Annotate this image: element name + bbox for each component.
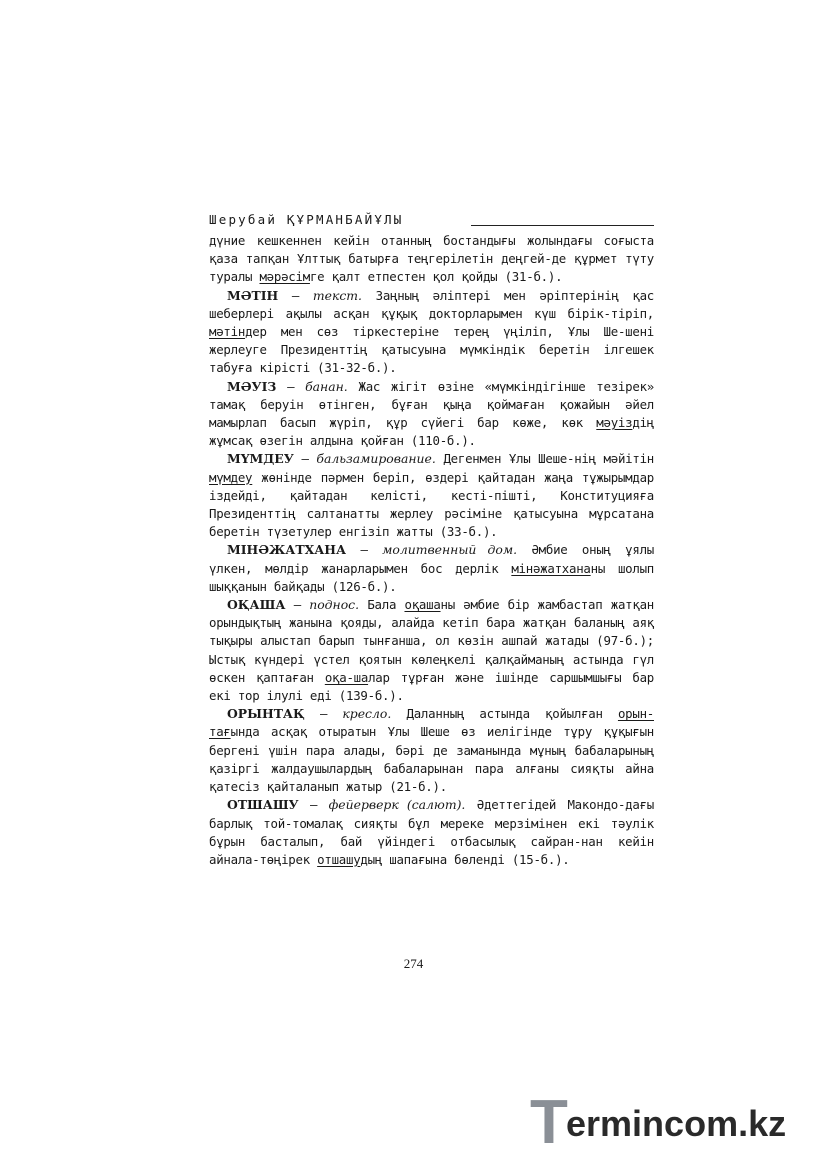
text: ны әмбие бір жамбастап жатқан орындықтың жанына қояды, алайда кетіп бара жатқан баланың аяқ тықыры алыстап барып тынғанша, ол көзін ашпай жатады (97-б.); Ыстық күндері үстел қоятын көлеңкелі қалқайманың астында гүл өскен қаптаған [209,597,654,685]
headword: МҮМДЕУ [227,451,294,467]
translation: молитвенный дом. [382,542,518,558]
headword: ОТШАШУ [227,797,299,813]
header-rule [471,225,654,226]
headword: ОРЫНТАҚ [227,706,305,722]
translation: фейерверк (салют). [328,797,466,813]
entry-minazhatkhana [209,541,654,596]
translation: текст. [312,287,362,303]
text: жөнінде пәрмен беріп, өздері қайтадан жаңа тұжырымдар іздейді, қайтадан келісті, кесті-пішті, Конституцияға Президенттің салтанатты жерлеу рәсіміне қатысуына мұрсатана беретін түзетулер енгізіп жатты (33-б.). [209,469,654,540]
text: Дегенмен Ұлы Шеше-нің мәйітін [435,451,654,467]
entry-mumdeu [209,450,654,541]
logo-text-part: erminc [566,1103,685,1144]
dash: – [276,378,306,394]
entry-otshashu [209,796,654,869]
text: дің жұмсақ өзегін алдына қойған (110-б.). [209,415,654,449]
text: лар тұрған және ішінде саршымшығы бар екі тор ілулі еді (139-б.). [209,669,654,704]
underlined-term: оқаша [404,597,441,613]
underlined-term: мүмдеу [209,469,253,485]
text: Бала [359,597,405,613]
underlined-term: мінәжатхана [511,560,591,576]
text: ны шолып шыққанын байқады (126-б.). [209,560,654,594]
text: Әдеттегідей Макондо-дағы барлық той-томалақ сияқты бұл мереке мерзімінен екі тәулік бұрын басталып, бай үйіндегі отбасылық сайран-нан кейін айнала-төңірек [209,797,654,867]
headword: МӘТІН [227,287,279,303]
dash: – [285,597,310,613]
text: дың шапағына бөленді (15-б.). [360,851,570,867]
underlined-term: мәтін [209,324,246,340]
termincom-logo [530,1088,820,1157]
text: Даланның астында қойылған [391,706,618,722]
dash: – [298,797,329,813]
logo-o-letter: o [684,1103,707,1144]
text: ге қалт етпестен қол қойды (31-б.). [309,269,563,285]
translation: поднос. [309,597,360,613]
text: дер мен сөз тіркестеріне терең үңіліп, Ұлы Ше-шені жерлеуге Президенттің қатысуына мүмкіндік беретін ілгешек табуға кірісті (31-32-б.). [209,324,654,376]
underlined-term: отшашу [317,851,361,867]
paragraph-continuation [209,232,654,287]
running-header [209,208,654,232]
dictionary-body [209,232,654,869]
dash: – [304,706,343,722]
translation: бальзамирование. [316,451,436,467]
dash: – [346,542,383,558]
page-content [209,208,654,869]
underlined-term: орын-тағ [209,706,654,740]
text: Заңның әліптері мен әріптерінің қас шеберлері ақылы асқан құқық докторларымен күш бірік-тіріп, [209,287,654,321]
text: Әмбие оның ұялы үлкен, мөлдір жанарларымен бос дерлік [209,542,654,576]
logo-text [566,1104,786,1144]
text: дүние кешкеннен кейін отанның бостандығы жолындағы соғыста қаза тапқан Ұлттық батырға теңгерілетін деңгей-де құрмет түту туралы [209,233,654,285]
dash: – [293,451,317,467]
translation: банан. [305,378,348,394]
underlined-term: оқа-ша [324,669,369,685]
entry-matin [209,287,654,378]
dash: – [278,287,313,303]
entry-okasha [209,596,654,705]
headword: МІНӘЖАТХАНА [227,542,347,558]
entry-mauiz [209,378,654,451]
text: ында асқақ отыратын Ұлы Шеше өз иелігінде тұру құқығын бергені үшін пара алады, бәрі де заманында мұның бабаларының қазіргі жалдаушылардың бабаларынан пара алғаны сияқты айна қатесіз қайталанып жатыр (21-б.). [209,724,654,795]
headword: ОҚАША [227,597,286,613]
headword: МӘУІЗ [227,378,277,394]
text: Жас жігіт өзіне «мүмкіндігінше тезірек» тамақ беруін өтінген, бұған қыңа қоймаған қожайын әйел мамырлап басып жүріп, құр сүйегі бар көже, көк [209,378,654,431]
entry-oryntak [209,705,654,796]
logo-letter: T [530,1088,568,1157]
logo-text-tail: m.kz [706,1103,787,1144]
page-number: 274 [403,956,424,971]
translation: кресло. [342,706,392,722]
underlined-term: мәуіз [596,415,633,431]
header-author: Шерубай ҚҰРМАНБАЙҰЛЫ [209,212,404,227]
underlined-term: мәрәсім [259,269,310,285]
